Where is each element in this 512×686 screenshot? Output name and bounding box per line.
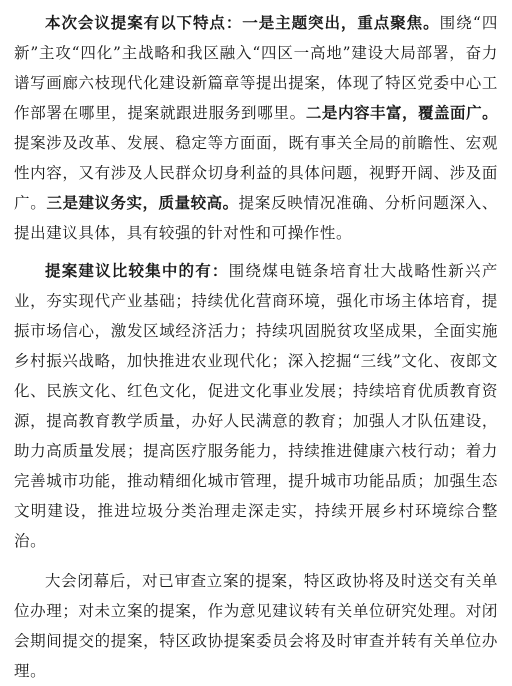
focus-lead: 提案建议比较集中的有： (45, 262, 229, 280)
paragraph-features (14, 8, 498, 248)
focus-text: 围绕煤电链条培育壮大战略性新兴产业，夯实现代产业基础；持续优化营商环境，强化市场主体培育，提振市场信心，激发区域经济活力；持续巩固脱贫攻坚成果，全面实施乡村振兴战略，加快推进农业现代化；深入挖掘“三线”文化、夜郎文化、民族文化、红色文化，促进文化事业发展；持续培育优质教育资源，提高教育教学质量，办好人民满意的教育；加强人才队伍建设，助力高质量发展；提高医疗服务能力，持续推进健康六枝行动；着力完善城市功能，推动精细化城市管理，提升城市功能品质；加强生态文明建设，推进垃圾分类治理走深走实，持续开展乡村环境综合整治。 (14, 262, 498, 550)
point2-label: 二是内容丰富，覆盖面广。 (305, 104, 498, 122)
features-lead: 本次会议提案有以下特点： (45, 14, 243, 32)
point2-text: 提案涉及改革、发展、稳定等方面面，既有事关全局的前瞻性、宏观性内容，又有涉及人民群众切身利益的具体问题，视野开阔、涉及面广。 (14, 134, 498, 212)
point1-text: 围绕“四新”主攻“四化”主战略和我区融入“四区一高地”建设大局部署，奋力谱写画廊六枝现代化建设新篇章等提出提案，体现了特区党委中心工作部署在哪里，提案就跟进服务到哪里。 (14, 14, 499, 122)
point1-label: 一是主题突出，重点聚焦。 (242, 14, 440, 32)
paragraph-after-meeting (14, 566, 498, 686)
point3-label: 三是建议务实，质量较高。 (46, 194, 239, 212)
after-meeting-text: 大会闭幕后，对已审查立案的提案，特区政协将及时送交有关单位办理；对未立案的提案，作为意见建议转有关单位研究处理。对闭会期间提交的提案，特区政协提案委员会将及时审查并转有关单位办理。 (14, 572, 498, 680)
paragraph-focus-areas (14, 256, 498, 556)
point3-text: 提案反映情况准确、分析问题深入、提出建议具体，具有较强的针对性和可操作性。 (14, 194, 498, 242)
